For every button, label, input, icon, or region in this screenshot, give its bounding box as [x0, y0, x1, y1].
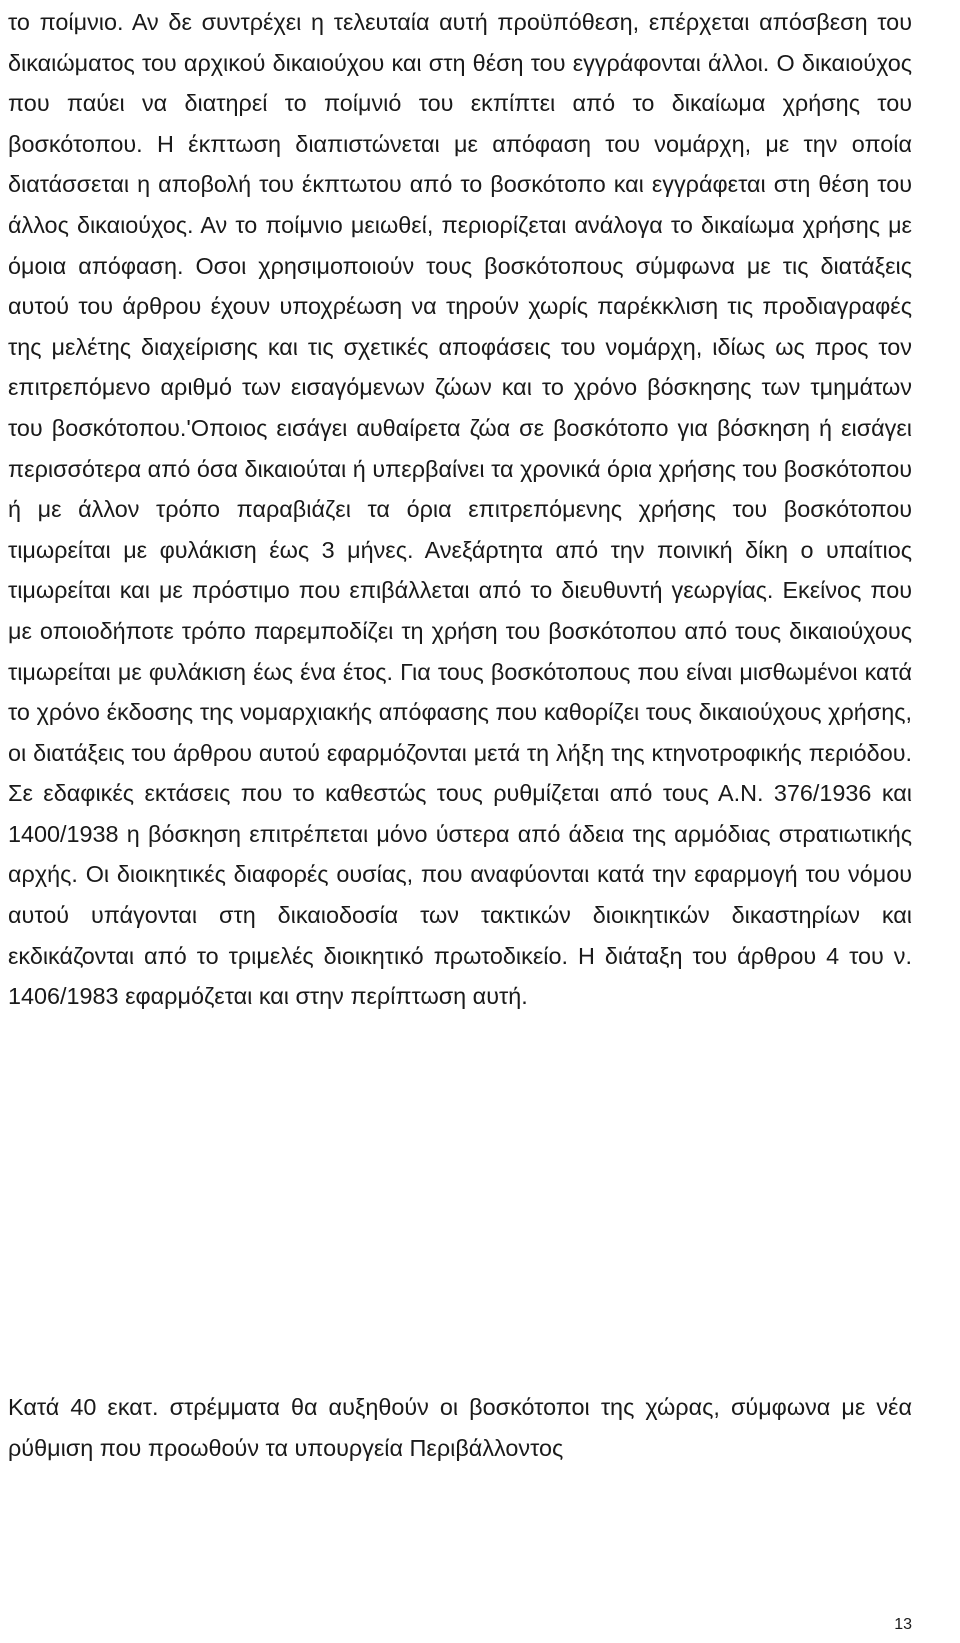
page-number: 13 — [894, 1616, 912, 1633]
body-paragraph-news: Κατά 40 εκατ. στρέμματα θα αυξηθούν οι βοσκότοποι της χώρας, σύμφωνα με νέα ρύθμιση που προωθούν τα υπουργεία Περιβάλλοντος — [8, 1394, 912, 1461]
document-page — [8, 0, 958, 1643]
body-paragraph-main: το ποίμνιο. Αν δε συντρέχει η τελευταία αυτή προϋπόθεση, επέρχεται απόσβεση του δικαιώματος του αρχικού δικαιούχου και στη θέση του εγγράφονται άλλοι. Ο δικαιούχος που παύει να διατηρεί το ποίμνιό του εκπίπτει από το δικαίωμα χρήσης του βοσκότοπου. Η έκπτωση διαπιστώνεται με απόφαση του νομάρχη, με την οποία διατάσσεται η αποβολή του έκπτωτου από το βοσκότοπο και εγγράφεται στη θέση του άλλος δικαιούχος. Αν το ποίμνιο μειωθεί, περιορίζεται ανάλογα το δικαίωμα χρήσης με όμοια απόφαση. Οσοι χρησιμοποιούν τους βοσκότοπους σύμφωνα με τις διατάξεις αυτού του άρθρου έχουν υποχρέωση να τηρούν χωρίς παρέκκλιση τις προδιαγραφές της μελέτης διαχείρισης και τις σχετικές αποφάσεις του νομάρχη, ιδίως ως προς τον επιτρεπόμενο αριθμό των εισαγόμενων ζώων και το χρόνο βόσκησης των τμημάτων του βοσκότοπου.'Οποιος εισάγει αυθαίρετα ζώα σε βοσκότοπο για βόσκηση ή εισάγει περισσότερα από όσα δικαιούται ή υπερβαίνει τα χρονικά όρια χρήσης του βοσκότοπου ή με άλλον τρόπο παραβιάζει τα όρια επιτρεπόμενης χρήσης του βοσκότοπου τιμωρείται με φυλάκιση έως 3 μήνες. Ανεξάρτητα από την ποινική δίκη ο υπαίτιος τιμωρείται και με πρόστιμο που επιβάλλεται από το διευθυντή γεωργίας. Εκείνος που με οποιοδήποτε τρόπο παρεμποδίζει τη χρήση του βοσκότοπου από τους δικαιούχους τιμωρείται με φυλάκιση έως ένα έτος. Για τους βοσκότοπους που είναι μισθωμένοι κατά το χρόνο έκδοσης της νομαρχιακής απόφασης που καθορίζει τους δικαιούχους χρήσης, οι διατάξεις του άρθρου αυτού εφαρμόζονται μετά τη λήξη της κτηνοτροφικής περιόδου. Σε εδαφικές εκτάσεις που το καθεστώς τους ρυθμίζεται από τους Α.Ν. 376/1936 και 1400/1938 η βόσκηση επιτρέπεται μόνο ύστερα από άδεια της αρμόδιας στρατιωτικής αρχής. Οι διοικητικές διαφορές ουσίας, που αναφύονται κατά την εφαρμογή του νόμου αυτού υπάγονται στη δικαιοδοσία των τακτικών διοικητικών δικαστηρίων και εκδικάζονται από το τριμελές διοικητικό πρωτοδικείο. Η διάταξη του άρθρου 4 του ν. 1406/1983 εφαρμόζεται και στην περίπτωση αυτή. — [8, 9, 912, 1010]
